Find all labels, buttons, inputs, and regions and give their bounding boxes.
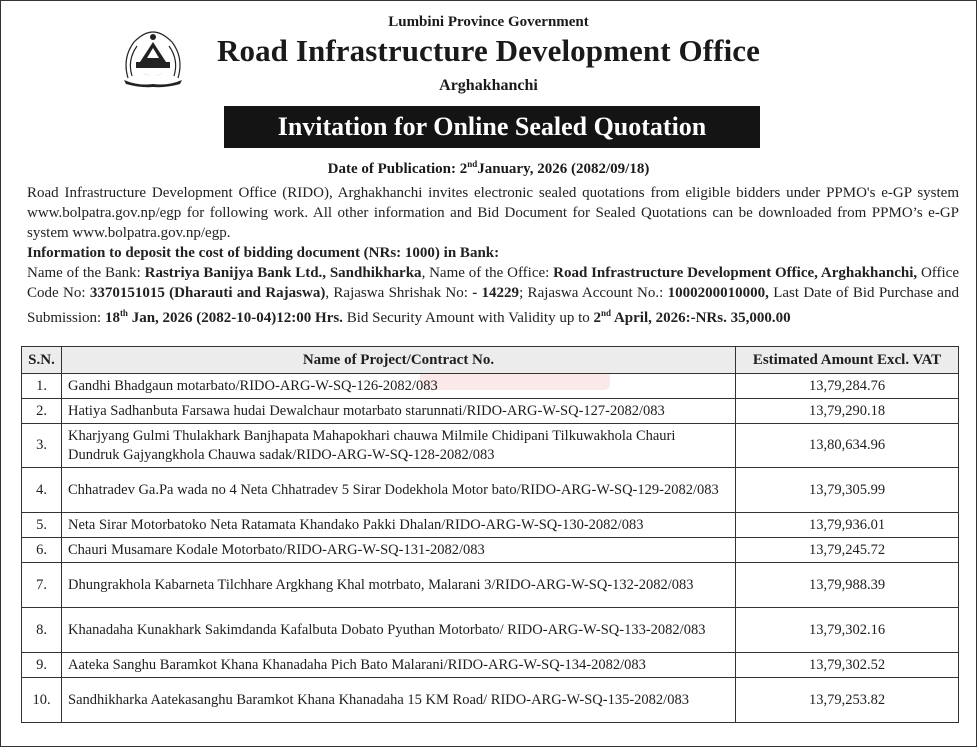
row-sn: 7. [22,563,62,608]
notice-body [27,183,959,328]
office-label: , Name of the Office: [421,265,554,281]
government-name: Lumbini Province Government [388,14,589,30]
row-project-name: Aateka Sanghu Baramkot Khana Khanadaha Pich Bato Malarani/RIDO-ARG-W-SQ-134-2082/083 [62,653,736,678]
deposit-details [27,263,959,328]
shrishak-label: , Rajaswa Shrishak No: [325,285,473,301]
row-amount: 13,79,290.18 [736,399,959,424]
publication-sup: nd [467,159,478,169]
notice-title-banner: Invitation for Online Sealed Quotation [224,106,760,148]
row-sn: 6. [22,538,62,563]
row-project-name: Dhungrakhola Kabarneta Tilchhare Argkhang Khal motrbato, Malarani 3/RIDO-ARG-W-SQ-132-2082/083 [62,563,736,608]
security-date-day: 2 [593,310,601,326]
account-label: ; Rajaswa Account No.: [519,285,668,301]
security-date-sup: nd [601,308,612,318]
row-amount: 13,79,284.76 [736,374,959,399]
row-amount: 13,79,305.99 [736,468,959,513]
intro-paragraph: Road Infrastructure Development Office (RIDO), Arghakhanchi invites electronic sealed quotations from eligible bidders under PPMO's e-GP system www.bolpatra.gov.np/egp for following work. All other information and Bid Document for Sealed Quotations can be downloaded from PPMO’s e-GP system www.bolpatra.gov.np/egp. [27,185,959,241]
shrishak-number: - 14229 [472,285,520,301]
row-amount: 13,79,988.39 [736,563,959,608]
header-project-name: Name of Project/Contract No. [62,347,736,374]
row-project-name: Chhatradev Ga.Pa wada no 4 Neta Chhatradev 5 Sirar Dodekhola Motor bato/RIDO-ARG-W-SQ-129-2082/083 [62,468,736,513]
table-row [22,374,959,399]
office-code-label: Office Code No: [27,265,959,301]
row-sn: 10. [22,678,62,723]
last-date-label: Last Date of Bid Purchase and Submission: [27,285,959,326]
publication-rest: January, 2026 (2082/09/18) [477,161,650,177]
table-row [22,424,959,468]
row-amount: 13,79,245.72 [736,538,959,563]
row-project-name: Hatiya Sadhanbuta Farsawa hudai Dewalchaur motarbato starunnati/RIDO-ARG-W-SQ-127-2082/083 [62,399,736,424]
row-amount: 13,79,302.52 [736,653,959,678]
last-date-day: 18 [104,310,120,326]
deposit-office-name: Road Infrastructure Development Office, Arghakhanchi, [553,265,918,281]
last-date-rest: Jan, 2026 (2082-10-04)12:00 Hrs. [127,310,343,326]
account-number: 1000200010000, [667,285,769,301]
row-amount: 13,79,253.82 [736,678,959,723]
table-header-row [22,347,959,374]
row-project-name: Chauri Musamare Kodale Motorbato/RIDO-ARG-W-SQ-131-2082/083 [62,538,736,563]
table-row [22,678,959,723]
header-sn: S.N. [22,347,62,374]
row-project-name: Sandhikharka Aatekasanghu Baramkot Khana Khanadaha 15 KM Road/ RIDO-ARG-W-SQ-135-2082/083 [62,678,736,723]
district-name: Arghakhanchi [439,77,538,94]
table-row [22,608,959,653]
header-amount: Estimated Amount Excl. VAT [736,347,959,374]
row-sn: 3. [22,424,62,468]
table-row [22,563,959,608]
last-date-sup: th [119,308,128,318]
row-sn: 1. [22,374,62,399]
row-project-name: Neta Sirar Motorbatoko Neta Ratamata Khandako Pakki Dhalan/RIDO-ARG-W-SQ-130-2082/083 [62,513,736,538]
bank-name: Rastriya Banijya Bank Ltd., Sandhikharka [144,265,422,281]
table-row [22,468,959,513]
row-project-name: Gandhi Bhadgaun motarbato/RIDO-ARG-W-SQ-126-2082/083 [62,374,736,399]
office-code: 3370151015 (Dharauti and Rajaswa) [89,285,326,301]
row-amount: 13,79,936.01 [736,513,959,538]
table-row [22,399,959,424]
table-row [22,538,959,563]
row-sn: 2. [22,399,62,424]
bank-label: Name of the Bank: [27,265,145,281]
row-sn: 9. [22,653,62,678]
publication-label: Date of Publication: 2 [327,161,468,177]
row-sn: 5. [22,513,62,538]
publication-date [0,159,977,178]
office-name: Road Infrastructure Development Office [216,33,761,68]
deposit-heading: Information to deposit the cost of bidding document (NRs: 1000) in Bank: [27,245,500,261]
row-amount: 13,79,302.16 [736,608,959,653]
table-row [22,513,959,538]
security-label: Bid Security Amount with Validity up to [342,310,594,326]
security-date-rest: April, 2026:-NRs. 35,000.00 [611,310,791,326]
table-row [22,653,959,678]
row-sn: 4. [22,468,62,513]
row-project-name: Kharjyang Gulmi Thulakhark Banjhapata Mahapokhari chauwa Milmile Chidipani Tilkuwakhola Chauri Dundruk Gajyangkhola Chauwa sadak/RIDO-ARG-W-SQ-128-2082/083 [62,424,736,468]
works-table [21,346,959,723]
row-amount: 13,80,634.96 [736,424,959,468]
row-project-name: Khanadaha Kunakhark Sakimdanda Kafalbuta Dobato Pyuthan Motorbato/ RIDO-ARG-W-SQ-133-2082/083 [62,608,736,653]
row-sn: 8. [22,608,62,653]
